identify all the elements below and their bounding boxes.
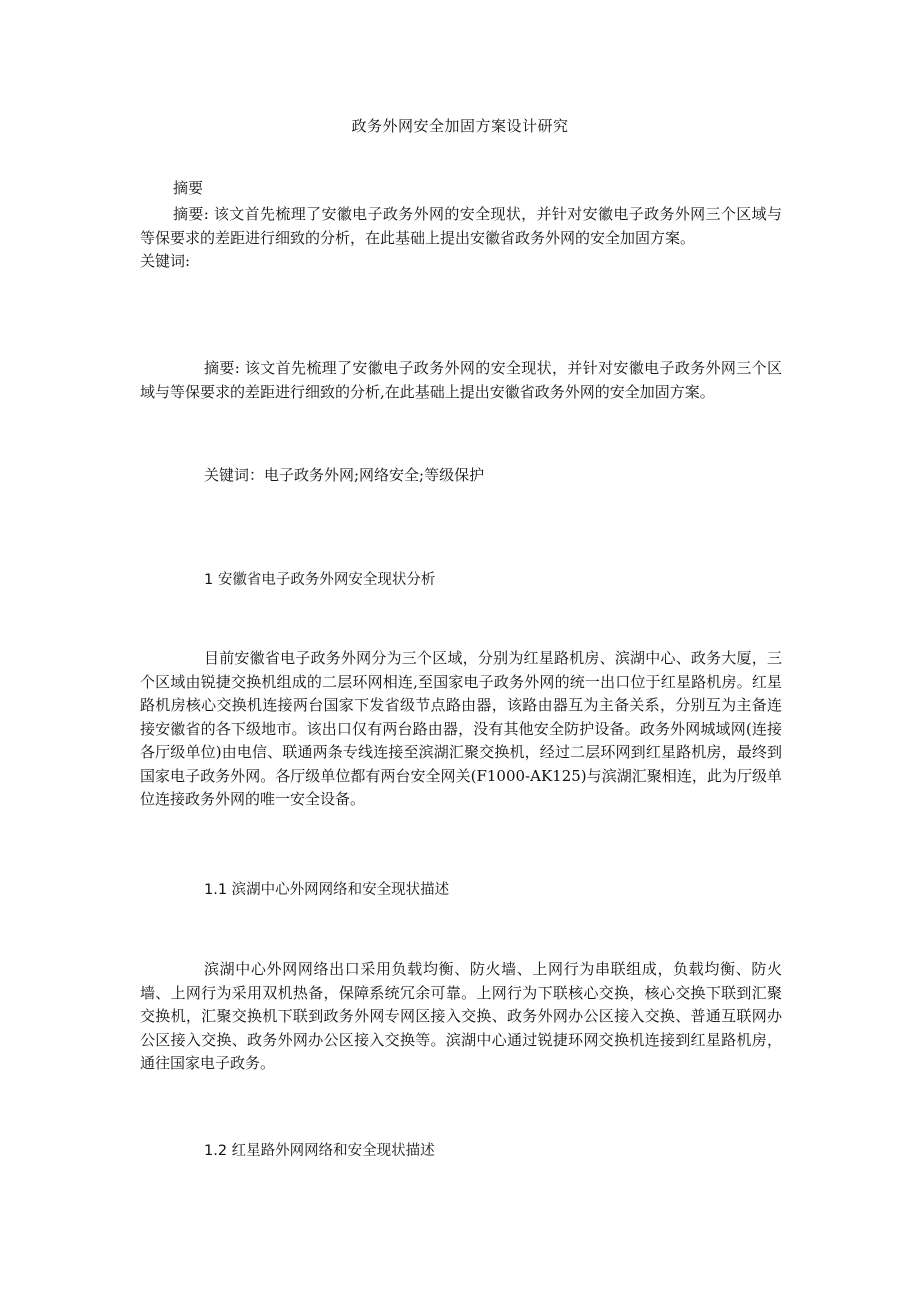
keywords-label: 关键词:: [140, 252, 191, 270]
abstract-text-second: 摘要: 该文首先梳理了安徽电子政务外网的安全现状，并针对安徽电子政务外网三个区域与等保要求的差距进行细致的分析,在此基础上提出安徽省政务外网的安全加固方案。: [140, 359, 782, 401]
section-1-1-body: 滨湖中心外网网络出口采用负载均衡、防火墙、上网行为串联组成，负载均衡、防火墙、上网行为采用双机热备，保障系统冗余可靠。上网行为下联核心交换，核心交换下联到汇聚交换机，汇聚交换机下联到政务外网专网区接入交换、政务外网办公区接入交换、普通互联网办公区接入交换、政务外网办公区接入交换等。滨湖中心通过锐捷环网交换机连接到红星路机房，通往国家电子政务。: [140, 960, 782, 1072]
section-1-2-heading: 1.2 红星路外网网络和安全现状描述: [204, 1143, 435, 1159]
abstract-text: 摘要: 该文首先梳理了安徽电子政务外网的安全现状，并针对安徽电子政务外网三个区域与等保要求的差距进行细致的分析，在此基础上提出安徽省政务外网的安全加固方案。: [140, 205, 782, 247]
abstract-heading: 摘要: [173, 179, 204, 197]
section-1-paragraph: [140, 647, 782, 812]
abstract-paragraph-second: [140, 357, 782, 404]
section-1-1-paragraph: [140, 958, 782, 1076]
document-title: 政务外网安全加固方案设计研究: [351, 117, 569, 135]
section-1-body: 目前安徽省电子政务外网分为三个区域，分别为红星路机房、滨湖中心、政务大厦，三个区域由锐捷交换机组成的二层环网相连,至国家电子政务外网的统一出口位于红星路机房。红星路机房核心交换机连接两台国家下发省级节点路由器，该路由器互为主备关系，分别互为主备连接安徽省的各下级地市。该出口仅有两台路由器，没有其他安全防护设备。政务外网城域网(连接各厅级单位)由电信、联通两条专线连接至滨湖汇聚交换机，经过二层环网到红星路机房，最终到国家电子政务外网。各厅级单位都有两台安全网关(F1000-AK125)与滨湖汇聚相连，此为厅级单位连接政务外网的唯一安全设备。: [140, 649, 782, 808]
keywords-line: 关键词：电子政务外网;网络安全;等级保护: [204, 466, 485, 484]
section-1-heading: 1 安徽省电子政务外网安全现状分析: [204, 572, 436, 588]
section-1-1-heading: 1.1 滨湖中心外网网络和安全现状描述: [204, 882, 450, 898]
abstract-paragraph-first: [140, 203, 782, 274]
